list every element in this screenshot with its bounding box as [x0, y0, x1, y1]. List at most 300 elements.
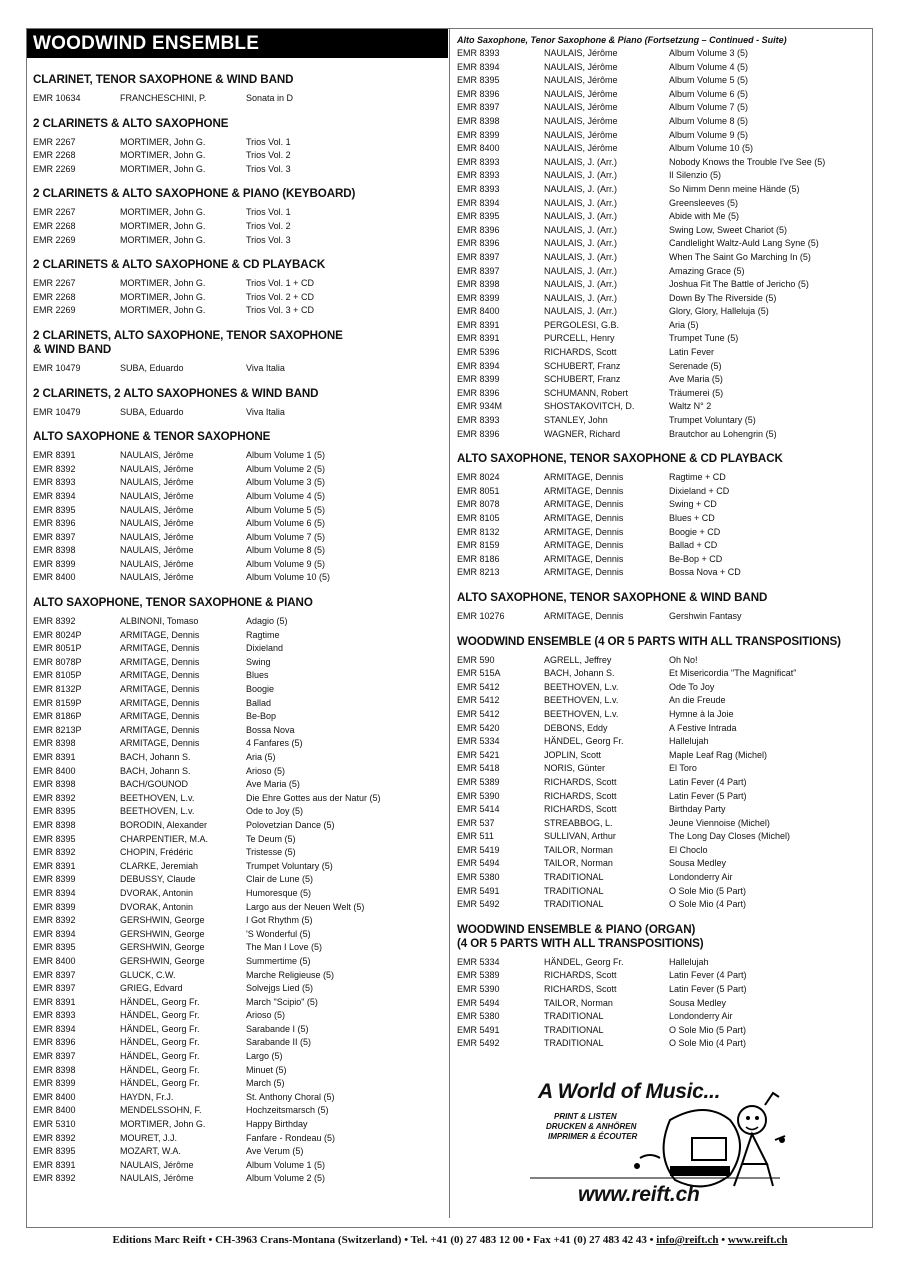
- catalog-row: [33, 163, 445, 177]
- catalog-row: [457, 749, 871, 763]
- work-title: Jeune Viennoise (Michel): [669, 817, 770, 828]
- catalog-number: EMR 8399: [457, 129, 500, 140]
- composer: SCHUMANN, Robert: [544, 387, 629, 398]
- catalog-number: EMR 8400: [33, 1105, 76, 1116]
- composer: HÄNDEL, Georg Fr.: [544, 956, 624, 967]
- composer: BACH/GOUNOD: [120, 779, 189, 790]
- catalog-section: [457, 452, 871, 580]
- composer: NAULAIS, J. (Arr.): [544, 211, 618, 222]
- composer: ARMITAGE, Dennis: [544, 472, 624, 483]
- composer: HÄNDEL, Georg Fr.: [120, 1023, 200, 1034]
- composer: TRADITIONAL: [544, 1038, 604, 1049]
- catalog-row: [33, 656, 445, 670]
- section-heading-line: ALTO SAXOPHONE, TENOR SAXOPHONE & WIND BAND: [457, 590, 768, 604]
- catalog-number: EMR 8393: [457, 48, 500, 58]
- section-heading: [33, 117, 445, 131]
- work-title: Latin Fever (5 Part): [669, 790, 747, 801]
- work-title: Amazing Grace (5): [669, 265, 745, 276]
- ad-line-1: PRINT & LISTEN: [554, 1112, 617, 1121]
- catalog-row: [457, 790, 871, 804]
- composer: RICHARDS, Scott: [544, 347, 617, 358]
- catalog-number: EMR 8397: [457, 102, 500, 113]
- catalog-number: EMR 5414: [457, 804, 500, 815]
- catalog-row: [457, 88, 871, 102]
- catalog-row: [457, 681, 871, 695]
- work-title: O Sole Mio (4 Part): [669, 899, 747, 910]
- catalog-number: EMR 8393: [457, 156, 500, 167]
- work-title: Down By The Riverside (5): [669, 292, 777, 303]
- composer: MORTIMER, John G.: [120, 136, 206, 147]
- catalog-number: EMR 8078: [457, 499, 500, 510]
- work-title: Polovetzian Dance (5): [246, 819, 335, 830]
- composer: NAULAIS, Jérôme: [120, 477, 194, 488]
- section-heading: [33, 73, 445, 87]
- work-title: Album Volume 9 (5): [246, 558, 326, 569]
- work-title: Ave Maria (5): [246, 779, 300, 790]
- catalog-row: [33, 1009, 445, 1023]
- catalog-row: [33, 1064, 445, 1078]
- work-title: Album Volume 5 (5): [246, 504, 326, 515]
- catalog-number: EMR 8051P: [33, 643, 82, 654]
- composer: PURCELL, Henry: [544, 333, 615, 344]
- work-title: Album Volume 7 (5): [246, 531, 326, 542]
- catalog-row: [457, 512, 871, 526]
- footer-separator: •: [718, 1234, 728, 1246]
- footer: [0, 1234, 900, 1246]
- section-heading-line: 2 CLARINETS & ALTO SAXOPHONE: [33, 116, 229, 130]
- catalog-number: EMR 8395: [33, 942, 76, 953]
- catalog-row: [457, 983, 871, 997]
- catalog-row: [457, 471, 871, 485]
- catalog-number: EMR 8396: [33, 518, 76, 529]
- composer: NAULAIS, Jérôme: [544, 115, 618, 126]
- composer: GERSHWIN, George: [120, 955, 205, 966]
- catalog-number: EMR 8391: [33, 1159, 76, 1170]
- catalog-row: [457, 871, 871, 885]
- composer: NAULAIS, J. (Arr.): [544, 306, 618, 317]
- work-title: Viva Italia: [246, 362, 285, 373]
- work-title: Fanfare - Rondeau (5): [246, 1132, 336, 1143]
- catalog-row: [33, 449, 445, 463]
- catalog-number: EMR 8391: [33, 752, 76, 762]
- catalog-number: EMR 2268: [33, 150, 76, 161]
- catalog-number: EMR 8399: [457, 292, 500, 303]
- ad-line-3: IMPRIMER & ÉCOUTER: [548, 1132, 638, 1141]
- catalog-row: [33, 136, 445, 150]
- catalog-section: [33, 73, 445, 106]
- section-heading-line: 2 CLARINETS & ALTO SAXOPHONE & PIANO (KEYBOARD): [33, 187, 356, 201]
- footer-website-link[interactable]: www.reift.ch: [727, 1234, 788, 1246]
- work-title: Glory, Glory, Halleluja (5): [669, 306, 769, 317]
- catalog-number: EMR 8105: [457, 513, 500, 523]
- work-title: Marche Religieuse (5): [246, 969, 335, 980]
- catalog-number: EMR 515A: [457, 668, 501, 679]
- catalog-row: [457, 332, 871, 346]
- work-title: Humoresque (5): [246, 887, 312, 898]
- composer: NAULAIS, Jérôme: [120, 504, 194, 515]
- composer: SCHUBERT, Franz: [544, 374, 621, 385]
- work-title: Ragtime + CD: [669, 472, 726, 483]
- work-title: Tristesse (5): [246, 847, 296, 858]
- catalog-row: [33, 683, 445, 697]
- catalog-row: [457, 610, 871, 624]
- work-title: Nobody Knows the Trouble I've See (5): [669, 156, 826, 167]
- work-title: Swing Low, Sweet Chariot (5): [669, 224, 788, 235]
- catalog-row: [33, 955, 445, 969]
- composer: RICHARDS, Scott: [544, 970, 617, 981]
- composer: NAULAIS, J. (Arr.): [544, 156, 618, 167]
- composer: NAULAIS, Jérôme: [544, 129, 618, 140]
- catalog-row: [457, 305, 871, 319]
- work-title: Album Volume 3 (5): [669, 48, 749, 58]
- composer: ARMITAGE, Dennis: [544, 526, 624, 537]
- catalog-row: [33, 517, 445, 531]
- catalog-row: [33, 1091, 445, 1105]
- composer: CLARKE, Jeremiah: [120, 860, 199, 871]
- section-heading-line: ALTO SAXOPHONE, TENOR SAXOPHONE & PIANO: [33, 596, 313, 610]
- composer: GERSHWIN, George: [120, 928, 205, 939]
- catalog-number: EMR 8400: [33, 572, 76, 583]
- work-title: Aria (5): [669, 319, 699, 330]
- catalog-row: [33, 1132, 445, 1146]
- work-title: Trios Vol. 3: [246, 163, 291, 174]
- composer: HÄNDEL, Georg Fr.: [120, 1051, 200, 1062]
- catalog-number: EMR 8394: [33, 1023, 76, 1034]
- catalog-number: EMR 8396: [33, 1037, 76, 1048]
- catalog-number: EMR 8395: [457, 75, 500, 86]
- catalog-row: [33, 463, 445, 477]
- composer: ARMITAGE, Dennis: [544, 485, 624, 496]
- catalog-row: [457, 183, 871, 197]
- catalog-row: [457, 115, 871, 129]
- work-title: March (5): [246, 1078, 285, 1089]
- catalog-number: EMR 10276: [457, 610, 505, 621]
- catalog-number: EMR 8392: [33, 915, 76, 926]
- work-title: Il Silenzio (5): [669, 170, 722, 181]
- catalog-number: EMR 5421: [457, 749, 500, 760]
- composer: TRADITIONAL: [544, 1011, 604, 1022]
- catalog-row: [33, 406, 445, 420]
- catalog-row: [457, 142, 871, 156]
- composer: BEETHOVEN, L.v.: [544, 695, 619, 706]
- catalog-number: EMR 8024: [457, 472, 500, 483]
- composer: MORTIMER, John G.: [120, 163, 206, 174]
- composer: ALBINONI, Tomaso: [120, 616, 199, 627]
- composer: HÄNDEL, Georg Fr.: [544, 736, 624, 747]
- work-title: Latin Fever: [669, 347, 715, 358]
- work-title: Hallelujah: [669, 736, 709, 747]
- catalog-number: EMR 8396: [457, 238, 500, 249]
- catalog-row: [33, 476, 445, 490]
- catalog-row: [33, 571, 445, 585]
- composer: GERSHWIN, George: [120, 942, 205, 953]
- work-title: Album Volume 4 (5): [246, 490, 326, 501]
- catalog-number: EMR 8399: [33, 1078, 76, 1089]
- work-title: Sonata in D: [246, 93, 294, 103]
- catalog-number: EMR 8392: [33, 792, 76, 803]
- composer: BEETHOVEN, L.v.: [120, 806, 195, 817]
- catalog-number: EMR 8399: [33, 558, 76, 569]
- page-title: WOODWIND ENSEMBLE: [27, 29, 448, 58]
- catalog-row: [33, 710, 445, 724]
- composer: SCHUBERT, Franz: [544, 360, 621, 371]
- catalog-number: EMR 8397: [33, 969, 76, 980]
- catalog-row: [33, 1023, 445, 1037]
- catalog-row: [457, 400, 871, 414]
- composer: NAULAIS, Jérôme: [544, 61, 618, 72]
- composer: ARMITAGE, Dennis: [544, 610, 624, 621]
- composer: NAULAIS, Jérôme: [120, 531, 194, 542]
- work-title: Latin Fever (4 Part): [669, 776, 747, 787]
- catalog-row: [457, 265, 871, 279]
- section-heading: [457, 635, 871, 649]
- work-title: So Nimm Denn meine Hände (5): [669, 183, 800, 194]
- catalog-row: [457, 566, 871, 580]
- catalog-number: EMR 8395: [33, 833, 76, 844]
- composer: NAULAIS, Jérôme: [120, 490, 194, 501]
- composer: HAYDN, Fr.J.: [120, 1091, 174, 1102]
- section-heading: [33, 596, 445, 610]
- composer: MORTIMER, John G.: [120, 220, 206, 231]
- work-title: Trumpet Tune (5): [669, 333, 739, 344]
- work-title: Joshua Fit The Battle of Jericho (5): [669, 279, 809, 290]
- composer: BEETHOVEN, L.v.: [544, 708, 619, 719]
- composer: NAULAIS, J. (Arr.): [544, 224, 618, 235]
- catalog-row: [457, 101, 871, 115]
- composer: CHOPIN, Frédéric: [120, 847, 194, 858]
- work-title: Sousa Medley: [669, 858, 727, 869]
- catalog-section: [33, 329, 445, 376]
- work-title: Hochzeitsmarsch (5): [246, 1105, 329, 1116]
- catalog-number: EMR 5396: [457, 347, 500, 358]
- work-title: Largo (5): [246, 1051, 283, 1062]
- composer: NAULAIS, Jérôme: [120, 1173, 194, 1184]
- catalog-row: [457, 898, 871, 912]
- catalog-number: EMR 8397: [33, 531, 76, 542]
- catalog-row: [457, 762, 871, 776]
- work-title: Arioso (5): [246, 1010, 286, 1021]
- section-heading: [33, 387, 445, 401]
- work-title: Album Volume 6 (5): [669, 88, 749, 99]
- composer: SHOSTAKOVITCH, D.: [544, 401, 635, 412]
- catalog-row: [33, 928, 445, 942]
- catalog-number: EMR 2269: [33, 305, 76, 316]
- section-heading-line: 2 CLARINETS & ALTO SAXOPHONE & CD PLAYBACK: [33, 258, 326, 272]
- composer: GLUCK, C.W.: [120, 969, 176, 980]
- catalog-number: EMR 10634: [33, 93, 81, 103]
- catalog-section: [33, 430, 445, 585]
- footer-address: Editions Marc Reift • CH-3963 Crans-Montana (Switzerland) • Tel. +41 (0) 27 483 12 00 • Fax +41 (0) 27 483 42 43 •: [112, 1234, 657, 1246]
- composer: ARMITAGE, Dennis: [120, 684, 200, 695]
- catalog-row: [33, 751, 445, 765]
- catalog-number: EMR 5412: [457, 708, 500, 719]
- composer: NAULAIS, Jérôme: [544, 143, 618, 154]
- section-heading: [33, 258, 445, 272]
- composer: MORTIMER, John G.: [120, 305, 206, 316]
- catalog-row: [457, 74, 871, 88]
- catalog-row: [33, 92, 445, 106]
- catalog-row: [457, 817, 871, 831]
- section-subheading: Alto Saxophone, Tenor Saxophone & Piano (Fortsetzung – Continued - Suite): [457, 35, 787, 45]
- section-heading: [33, 430, 445, 444]
- catalog-row: [33, 996, 445, 1010]
- catalog-number: EMR 5389: [457, 776, 500, 787]
- composer: FRANCHESCHINI, P.: [120, 93, 207, 103]
- catalog-row: [33, 697, 445, 711]
- right-column: [457, 35, 871, 1062]
- catalog-row: [33, 234, 445, 248]
- composer: NAULAIS, J. (Arr.): [544, 197, 618, 208]
- catalog-number: EMR 8395: [33, 504, 76, 515]
- work-title: Album Volume 1 (5): [246, 450, 326, 461]
- composer: RICHARDS, Scott: [544, 776, 617, 787]
- work-title: Londonderry Air: [669, 872, 733, 883]
- work-title: Adagio (5): [246, 616, 288, 627]
- work-title: Ave Maria (5): [669, 374, 723, 385]
- composer: ARMITAGE, Dennis: [544, 567, 624, 578]
- catalog-number: EMR 8400: [33, 955, 76, 966]
- catalog-number: EMR 8394: [33, 490, 76, 501]
- composer: MORTIMER, John G.: [120, 207, 206, 218]
- catalog-row: [457, 414, 871, 428]
- work-title: Album Volume 7 (5): [669, 102, 749, 113]
- composer: NAULAIS, J. (Arr.): [544, 238, 618, 249]
- work-title: Album Volume 3 (5): [246, 477, 326, 488]
- catalog-number: EMR 8394: [457, 61, 500, 72]
- work-title: Abide with Me (5): [669, 211, 740, 222]
- catalog-number: EMR 8400: [33, 765, 76, 776]
- composer: TAILOR, Norman: [544, 997, 613, 1008]
- section-heading: [457, 923, 871, 951]
- composer: NORIS, Günter: [544, 763, 606, 774]
- catalog-number: EMR 8392: [33, 1173, 76, 1184]
- composer: TRADITIONAL: [544, 885, 604, 896]
- work-title: Trios Vol. 1: [246, 207, 291, 218]
- composer: MORTIMER, John G.: [120, 150, 206, 161]
- work-title: Hymne à la Joie: [669, 708, 734, 719]
- catalog-number: EMR 8399: [33, 901, 76, 912]
- work-title: Träumerei (5): [669, 387, 724, 398]
- work-title: Candlelight Waltz-Auld Lang Syne (5): [669, 238, 819, 249]
- catalog-number: EMR 8391: [457, 333, 500, 344]
- composer: TAILOR, Norman: [544, 858, 613, 869]
- work-title: Sarabande II (5): [246, 1037, 312, 1048]
- catalog-row: [33, 860, 445, 874]
- catalog-row: [457, 803, 871, 817]
- composer: NAULAIS, Jérôme: [120, 558, 194, 569]
- composer: NAULAIS, Jérôme: [120, 545, 194, 556]
- catalog-row: [33, 846, 445, 860]
- catalog-number: EMR 2267: [33, 278, 76, 289]
- ad-url[interactable]: www.reift.ch: [578, 1183, 700, 1206]
- catalog-number: EMR 2269: [33, 163, 76, 174]
- catalog-row: [33, 941, 445, 955]
- composer: RICHARDS, Scott: [544, 804, 617, 815]
- composer: ARMITAGE, Dennis: [120, 643, 200, 654]
- composer: STANLEY, John: [544, 415, 608, 426]
- catalog-section: [33, 596, 445, 1186]
- work-title: Ave Verum (5): [246, 1146, 304, 1157]
- composer: DEBONS, Eddy: [544, 722, 608, 733]
- catalog-row: [33, 642, 445, 656]
- work-title: Summertime (5): [246, 955, 311, 966]
- catalog-row: [33, 544, 445, 558]
- composer: PERGOLESI, G.B.: [544, 319, 620, 330]
- catalog-row: [33, 1104, 445, 1118]
- work-title: Viva Italia: [246, 406, 285, 417]
- catalog-section: [33, 258, 445, 318]
- work-title: Album Volume 2 (5): [246, 463, 326, 474]
- work-title: O Sole Mio (5 Part): [669, 885, 747, 896]
- composer: SULLIVAN, Arthur: [544, 831, 616, 842]
- catalog-number: EMR 8392: [33, 847, 76, 858]
- catalog-row: [457, 169, 871, 183]
- work-title: Album Volume 8 (5): [246, 545, 326, 556]
- work-title: Hallelujah: [669, 956, 709, 967]
- ad-tagline: A World of Music...: [538, 1080, 721, 1103]
- work-title: Ragtime: [246, 629, 280, 640]
- work-title: Trios Vol. 2 + CD: [246, 291, 314, 302]
- work-title: Trios Vol. 1: [246, 136, 291, 147]
- work-title: Trios Vol. 3 + CD: [246, 305, 314, 316]
- work-title: Album Volume 4 (5): [669, 61, 749, 72]
- work-title: Album Volume 10 (5): [246, 572, 331, 583]
- work-title: Album Volume 9 (5): [669, 129, 749, 140]
- composer: AGRELL, Jeffrey: [544, 654, 612, 665]
- catalog-row: [33, 504, 445, 518]
- catalog-number: EMR 8395: [33, 1146, 76, 1157]
- catalog-row: [457, 224, 871, 238]
- catalog-number: EMR 8397: [33, 983, 76, 994]
- catalog-number: EMR 8393: [457, 183, 500, 194]
- catalog-number: EMR 8392: [33, 1132, 76, 1143]
- work-title: Trios Vol. 2: [246, 150, 291, 161]
- catalog-number: EMR 8397: [457, 265, 500, 276]
- catalog-number: EMR 8396: [457, 88, 500, 99]
- composer: NAULAIS, J. (Arr.): [544, 170, 618, 181]
- work-title: Ode to Joy (5): [246, 806, 304, 817]
- work-title: Trumpet Voluntary (5): [669, 415, 756, 426]
- catalog-number: EMR 934M: [457, 401, 503, 412]
- catalog-number: EMR 8394: [457, 197, 500, 208]
- column-divider: [449, 28, 450, 1218]
- catalog-row: [457, 885, 871, 899]
- work-title: Aria (5): [246, 752, 276, 762]
- section-heading: [33, 187, 445, 201]
- catalog-number: EMR 8392: [33, 463, 76, 474]
- catalog-number: EMR 8132: [457, 526, 500, 537]
- catalog-row: [457, 197, 871, 211]
- catalog-row: [33, 737, 445, 751]
- composer: BEETHOVEN, L.v.: [120, 792, 195, 803]
- catalog-number: EMR 8396: [457, 224, 500, 235]
- catalog-row: [33, 615, 445, 629]
- work-title: Birthday Party: [669, 804, 726, 815]
- catalog-row: [33, 1077, 445, 1091]
- footer-email-link[interactable]: info@reift.ch: [656, 1234, 719, 1246]
- catalog-row: [457, 857, 871, 871]
- catalog-row: [457, 292, 871, 306]
- composer: ARMITAGE, Dennis: [120, 724, 200, 735]
- world-of-music-ad: [520, 1080, 790, 1216]
- catalog-row: [33, 1172, 445, 1186]
- composer: NAULAIS, Jérôme: [544, 88, 618, 99]
- catalog-number: EMR 8393: [457, 170, 500, 181]
- work-title: Ode To Joy: [669, 681, 715, 692]
- catalog-number: EMR 5412: [457, 695, 500, 706]
- catalog-row: [457, 387, 871, 401]
- catalog-number: EMR 8398: [33, 779, 76, 790]
